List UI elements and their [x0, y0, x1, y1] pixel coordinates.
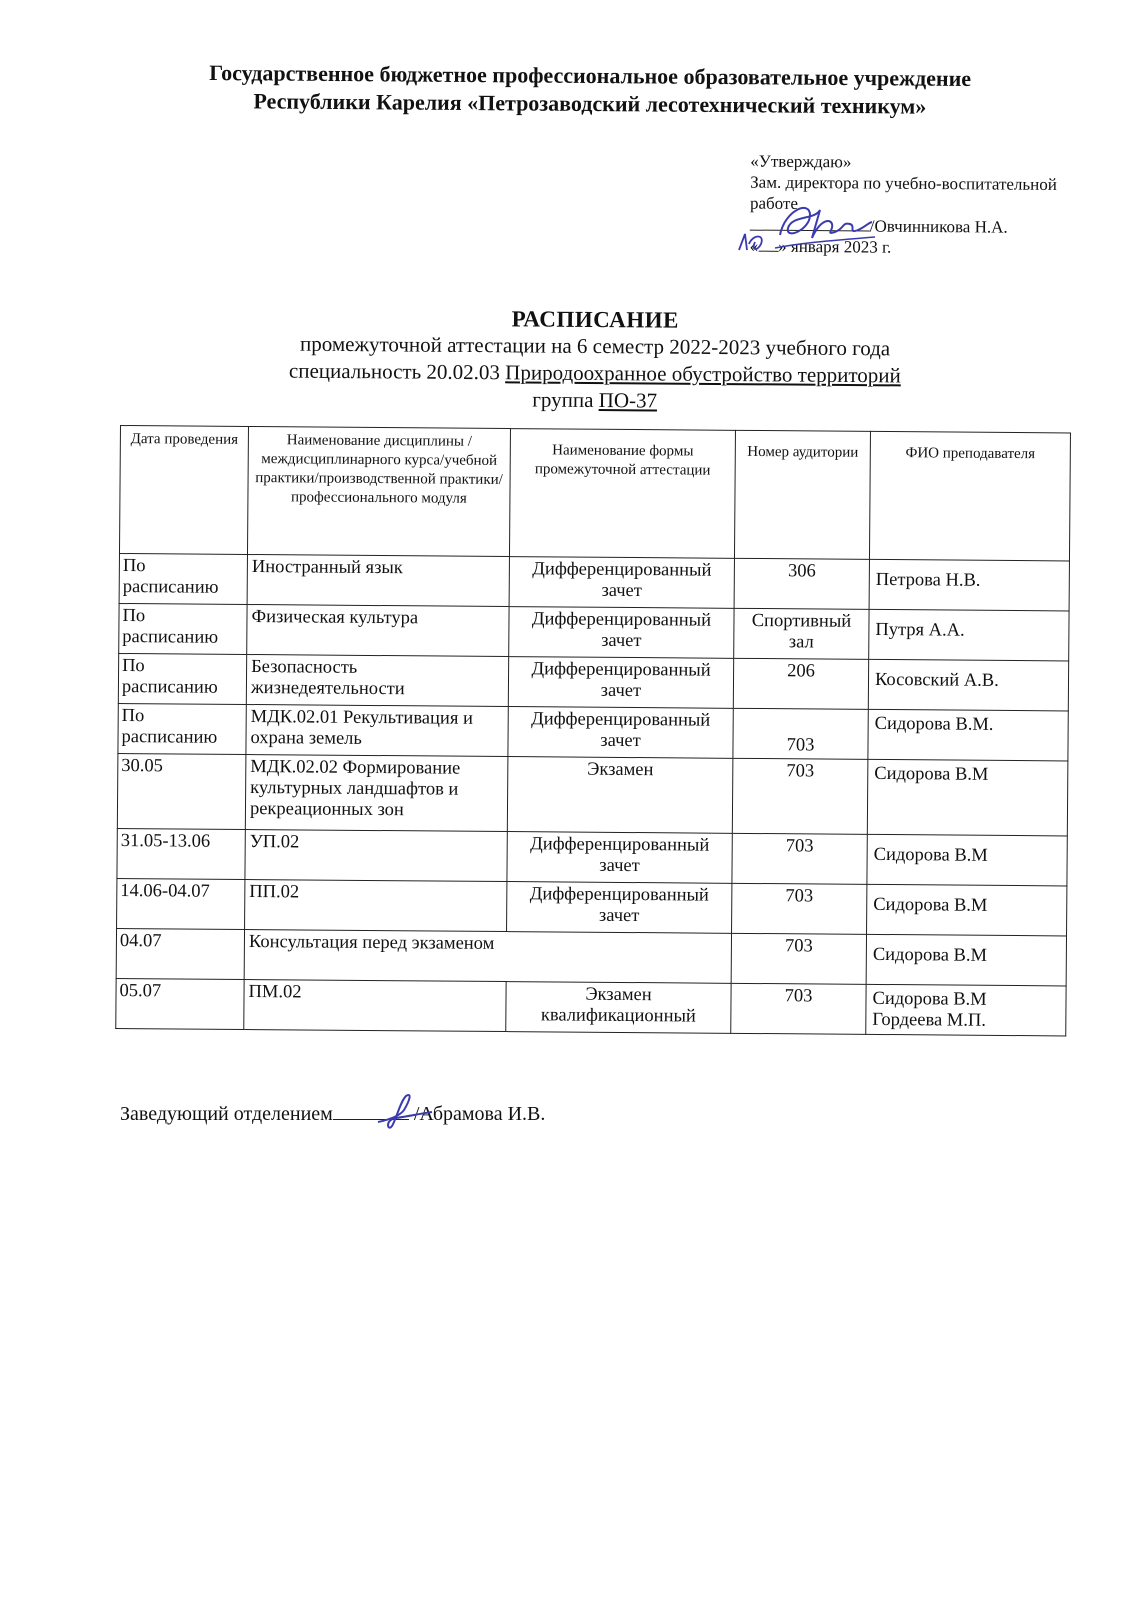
institution-header	[150, 59, 1030, 122]
cell-teacher: Сидорова В.М	[866, 934, 1066, 986]
cell-date: 31.05-13.06	[117, 828, 245, 879]
footer-label: Заведующий отделением	[120, 1103, 333, 1125]
cell-form: Дифференцированный зачет	[509, 557, 734, 609]
cell-teacher	[866, 984, 1066, 1036]
approval-date: » января 2023 г.	[778, 236, 892, 257]
specialty-name: Природоохранное обустройство территорий	[505, 360, 901, 388]
table-header-row	[119, 426, 1070, 561]
cell-room: 206	[733, 658, 868, 709]
cell-teacher: Сидорова В.М	[867, 834, 1067, 886]
specialty-prefix: специальность 20.02.03	[288, 358, 506, 385]
header-subject: Наименование дисциплины /междисциплинарного курса/учебной практики/производственной практики/профессионального модуля	[247, 427, 510, 557]
cell-date: По расписанию	[118, 703, 246, 754]
cell-form: Дифференцированный зачет	[507, 832, 732, 884]
group-line	[230, 384, 960, 417]
footer-signature-line	[120, 1103, 545, 1126]
header-room: Номер аудитории	[734, 430, 870, 559]
table-row	[118, 703, 1068, 760]
approval-position-line-2: работе	[749, 193, 799, 213]
approval-signer: /Овчинникова Н.А.	[869, 216, 1008, 237]
cell-room: 703	[731, 933, 866, 984]
specialty-line	[230, 357, 960, 390]
cell-subject: МДК.02.02 Формирование культурных ландшафтов и рекреационных зон	[245, 754, 508, 831]
cell-date: 04.07	[116, 928, 244, 979]
cell-date: По расписанию	[119, 553, 247, 604]
institution-line-2: Республики Карелия «Петрозаводский лесотехнический техникум»	[253, 88, 927, 119]
cell-form: Дифференцированный зачет	[508, 707, 733, 759]
cell-teacher: Сидорова В.М	[867, 884, 1067, 936]
schedule-table-wrap	[115, 425, 1070, 1036]
approval-date-open: «	[749, 236, 759, 256]
table-row	[116, 928, 1066, 985]
cell-form: Дифференцированный зачет	[508, 657, 733, 709]
table-row	[119, 603, 1069, 660]
cell-teacher: Путря А.А.	[869, 609, 1069, 661]
cell-teacher: Петрова Н.В.	[869, 559, 1069, 611]
cell-date: 14.06-04.07	[117, 878, 245, 929]
group-prefix: группа	[532, 387, 599, 413]
cell-room: 306	[734, 558, 869, 609]
cell-room: Спортивный зал	[734, 608, 869, 659]
cell-subject: Консультация перед экзаменом	[244, 929, 731, 983]
teacher-name-2: Гордеева М.П.	[872, 1009, 986, 1031]
cell-form: Экзамен	[507, 757, 733, 834]
table-row	[117, 753, 1068, 835]
cell-date: 05.07	[116, 978, 244, 1029]
department-head-signature	[370, 1090, 440, 1135]
cell-date: 30.05	[117, 753, 246, 829]
cell-teacher: Сидорова В.М	[867, 759, 1068, 836]
table-row	[118, 653, 1068, 710]
cell-subject: ПП.02	[245, 879, 507, 931]
table-row	[119, 553, 1069, 610]
teacher-name-1: Сидорова В.М	[872, 988, 987, 1010]
cell-room: 703	[733, 708, 868, 759]
cell-form: Экзамен квалификационный	[506, 982, 731, 1034]
header-date: Дата проведения	[119, 426, 248, 555]
day-handwriting	[735, 228, 771, 258]
cell-subject: УП.02	[245, 829, 507, 881]
deputy-director-signature	[770, 190, 880, 260]
cell-form: Дифференцированный зачет	[509, 607, 734, 659]
approval-stamp: «Утверждаю»	[750, 151, 852, 172]
cell-subject: Безопасность жизнедеятельности	[246, 655, 508, 707]
cell-date: По расписанию	[119, 603, 247, 654]
schedule-title-block	[230, 303, 961, 417]
cell-subject: Физическая культура	[247, 605, 509, 657]
cell-room: 703	[732, 883, 867, 934]
table-row	[116, 978, 1066, 1035]
footer-signer: /Абрамова И.В.	[408, 1103, 546, 1125]
schedule-table	[115, 425, 1071, 1036]
header-form: Наименование формы промежуточной аттестации	[509, 429, 735, 559]
cell-form: Дифференцированный зачет	[507, 882, 732, 934]
cell-room: 703	[732, 833, 867, 884]
group-name: ПО-37	[598, 388, 658, 413]
cell-subject: ПМ.02	[244, 979, 506, 1031]
cell-subject: МДК.02.01 Рекультивация и охрана земель	[246, 705, 508, 757]
table-row	[117, 828, 1067, 885]
cell-date: По расписанию	[118, 653, 246, 704]
cell-teacher: Сидорова В.М.	[868, 709, 1068, 761]
approval-position-line-1: Зам. директора по учебно-воспитательной	[750, 172, 1057, 194]
cell-room: 703	[731, 983, 866, 1034]
cell-room: 703	[732, 758, 868, 834]
cell-subject: Иностранный язык	[247, 555, 509, 607]
cell-teacher: Косовский А.В.	[868, 659, 1068, 711]
schedule-subtitle: промежуточной аттестации на 6 семестр 2022-2023 учебного года	[299, 331, 891, 361]
header-teacher: ФИО преподавателя	[869, 431, 1070, 561]
institution-line-1: Государственное бюджетное профессиональное образовательное учреждение	[209, 60, 972, 91]
schedule-title: РАСПИСАНИЕ	[511, 306, 679, 333]
table-row	[117, 878, 1067, 935]
